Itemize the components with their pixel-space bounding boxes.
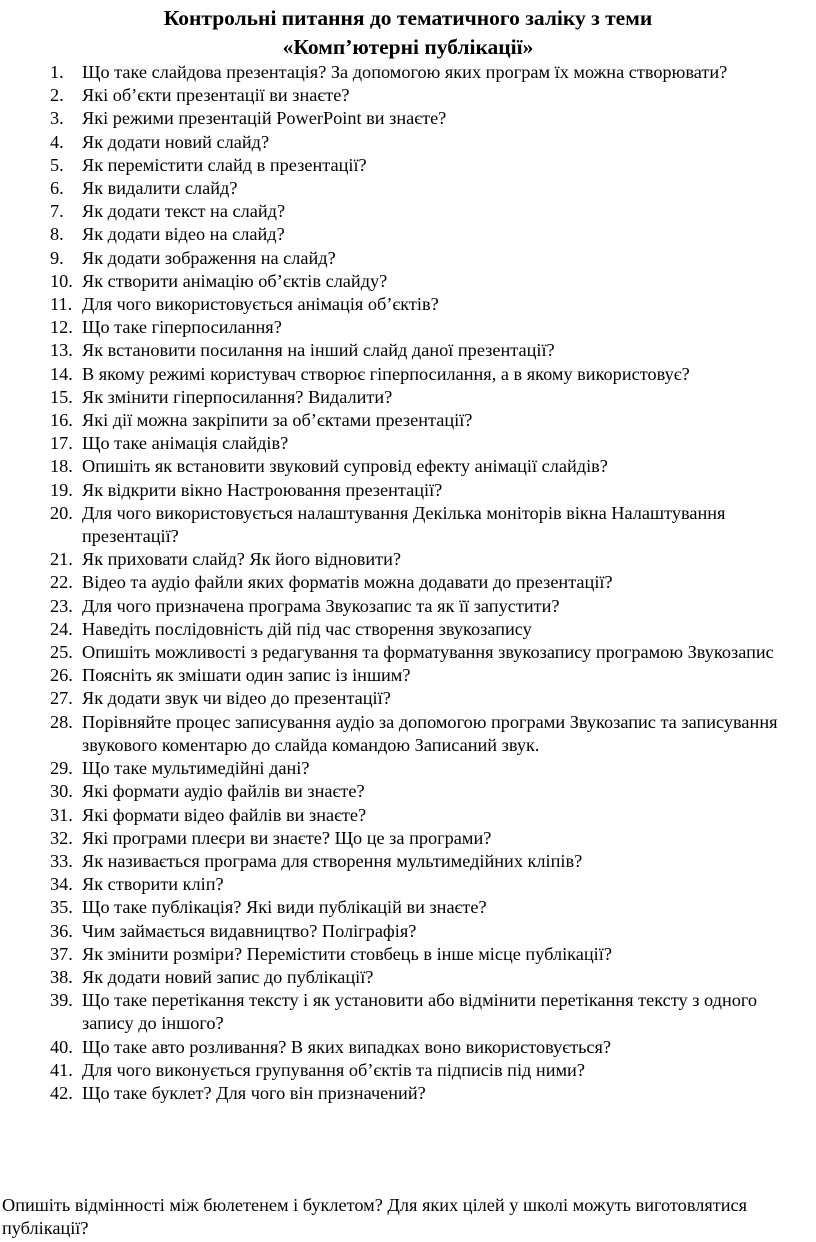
list-item (0, 757, 816, 780)
question-number: 40. (50, 1036, 73, 1057)
list-item (0, 827, 816, 850)
question-text: Які формати відео файлів ви знаєте? (82, 804, 367, 825)
question-text: Як додати зображення на слайд? (82, 247, 336, 268)
question-number: 10. (50, 270, 73, 291)
question-number: 4. (50, 131, 64, 152)
list-item (0, 479, 816, 502)
question-number: 8. (50, 224, 64, 245)
question-number: 7. (50, 201, 64, 222)
question-text: Як змінити гіперпосилання? Видалити? (82, 386, 393, 407)
question-text: Як додати текст на слайд? (82, 201, 286, 222)
question-text: Що таке гіперпосилання? (82, 317, 282, 338)
question-text: Чим займається видавництво? Поліграфія? (82, 920, 417, 941)
question-number: 32. (50, 827, 73, 848)
list-item (0, 247, 816, 270)
question-text: В якому режимі користувач створює гіперпосилання, а в якому використовує? (82, 363, 690, 384)
question-text: Як приховати слайд? Як його відновити? (82, 549, 401, 570)
question-text: Для чого використовується налаштування Декілька моніторів вікна Налаштування презентації? (82, 502, 726, 547)
question-number: 28. (50, 711, 73, 732)
question-number: 41. (50, 1059, 73, 1080)
list-item (0, 711, 816, 757)
question-number: 37. (50, 943, 73, 964)
title-line-2: «Комп’ютерні публікації» (282, 35, 534, 59)
question-text: Які формати аудіо файлів ви знаєте? (82, 781, 365, 802)
question-text: Що таке буклет? Для чого він призначений? (82, 1082, 426, 1103)
list-item (0, 84, 816, 107)
question-text: Як створити кліп? (82, 874, 224, 895)
question-text: Відео та аудіо файли яких форматів можна додавати до презентації? (82, 572, 613, 593)
question-text: Як змінити розміри? Перемістити стовбець в інше місце публікації? (82, 943, 612, 964)
question-number: 6. (50, 178, 64, 199)
list-item (0, 966, 816, 989)
list-item (0, 920, 816, 943)
question-text: Що таке мультимедійні дані? (82, 758, 310, 779)
question-text: Для чого виконується групування об’єктів та підписів під ними? (82, 1059, 585, 1080)
list-item (0, 363, 816, 386)
question-number: 25. (50, 642, 73, 663)
question-text: Порівняйте процес записування аудіо за допомогою програми Звукозапис та записування звукового коментарю до слайда командою Записаний звук. (82, 711, 778, 755)
list-item (0, 850, 816, 873)
question-number: 15. (50, 386, 73, 407)
question-text: Як перемістити слайд в презентації? (82, 154, 367, 175)
list-item (0, 804, 816, 827)
question-number: 39. (50, 990, 73, 1011)
question-text: Як відкрити вікно Настроювання презентації? (82, 479, 443, 500)
question-number: 35. (50, 897, 73, 918)
question-number: 2. (50, 85, 64, 106)
question-text: Поясніть як змішати один запис із іншим? (82, 665, 411, 686)
question-text: Як додати відео на слайд? (82, 224, 285, 245)
question-number: 9. (50, 247, 64, 268)
list-item (0, 455, 816, 478)
list-item (0, 409, 816, 432)
question-number: 11. (50, 294, 73, 315)
list-item (0, 1082, 816, 1105)
list-item (0, 107, 816, 130)
questions-list (0, 61, 816, 1105)
list-item (0, 943, 816, 966)
list-item (0, 339, 816, 362)
list-item (0, 664, 816, 687)
question-number: 27. (50, 688, 73, 709)
document-title (0, 0, 816, 62)
list-item (0, 316, 816, 339)
question-text: Що таке авто розливання? В яких випадках воно використовується? (82, 1036, 612, 1057)
list-item (0, 223, 816, 246)
question-number: 12. (50, 317, 73, 338)
question-text: Опишіть можливості з редагування та форматування звукозапису програмою Звукозапис (82, 642, 774, 663)
list-item (0, 432, 816, 455)
question-number: 3. (50, 108, 64, 129)
list-item (0, 548, 816, 571)
list-item (0, 873, 816, 896)
question-number: 31. (50, 804, 73, 825)
question-number: 5. (50, 154, 64, 175)
question-number: 19. (50, 479, 73, 500)
question-number: 33. (50, 850, 73, 871)
question-number: 14. (50, 363, 73, 384)
list-item (0, 131, 816, 154)
question-text: Опишіть як встановити звуковий супровід ефекту анімації слайдів? (82, 456, 608, 477)
question-number: 30. (50, 781, 73, 802)
question-text: Що таке анімація слайдів? (82, 433, 289, 454)
question-text: Що таке слайдова презентація? За допомогою яких програм їх можна створювати? (82, 62, 728, 82)
question-number: 18. (50, 456, 73, 477)
list-item (0, 154, 816, 177)
list-item (0, 687, 816, 710)
closing-question: Опишіть відмінності між бюлетенем і буклетом? Для яких цілей у школі можуть виготовлятися публікації? (2, 1195, 748, 1239)
question-text: Як додати новий слайд? (82, 131, 270, 152)
question-text: Як встановити посилання на інший слайд даної презентації? (82, 340, 555, 361)
list-item (0, 780, 816, 803)
list-item (0, 618, 816, 641)
question-text: Для чого призначена програма Звукозапис та як її запустити? (82, 595, 560, 616)
question-text: Для чого використовується анімація об’єктів? (82, 294, 439, 315)
question-number: 29. (50, 758, 73, 779)
list-item (0, 1036, 816, 1059)
question-text: Як додати новий запис до публікації? (82, 966, 374, 987)
list-item (0, 595, 816, 618)
question-text: Як додати звук чи відео до презентації? (82, 688, 391, 709)
list-item (0, 1059, 816, 1082)
question-number: 13. (50, 340, 73, 361)
question-text: Які об’єкти презентації ви знаєте? (82, 85, 350, 106)
list-item (0, 200, 816, 223)
title-line-1: Контрольні питання до тематичного заліку з теми (163, 6, 653, 30)
question-text: Які режими презентацій PowerPoint ви знаєте? (82, 108, 447, 129)
question-text: Що таке публікація? Які види публікацій ви знаєте? (82, 897, 487, 918)
list-item (0, 502, 816, 548)
question-text: Що таке перетікання тексту і як установити або відмінити перетікання тексту з одного запису до іншого? (82, 990, 758, 1034)
question-number: 24. (50, 618, 73, 639)
question-number: 17. (50, 433, 73, 454)
list-item (0, 641, 816, 664)
question-text: Як видалити слайд? (82, 178, 238, 199)
list-item (0, 293, 816, 316)
list-item (0, 61, 816, 84)
question-number: 1. (50, 62, 64, 82)
question-text: Як створити анімацію об’єктів слайду? (82, 270, 388, 291)
question-number: 38. (50, 966, 73, 987)
question-number: 26. (50, 665, 73, 686)
question-number: 36. (50, 920, 73, 941)
question-text: Які програми плеєри ви знаєте? Що це за програми? (82, 827, 492, 848)
question-number: 42. (50, 1082, 73, 1103)
question-number: 20. (50, 502, 73, 523)
question-number: 21. (50, 549, 73, 570)
question-text: Які дії можна закріпити за об’єктами презентації? (82, 410, 473, 431)
list-item (0, 571, 816, 594)
list-item (0, 177, 816, 200)
list-item (0, 896, 816, 919)
question-number: 23. (50, 595, 73, 616)
question-number: 34. (50, 874, 73, 895)
question-text: Наведіть послідовність дій під час створення звукозапису (82, 618, 532, 639)
list-item (0, 386, 816, 409)
question-number: 22. (50, 572, 73, 593)
list-item (0, 270, 816, 293)
question-text: Як називається програма для створення мультимедійних кліпів? (82, 850, 583, 871)
question-number: 16. (50, 410, 73, 431)
list-item (0, 989, 816, 1035)
